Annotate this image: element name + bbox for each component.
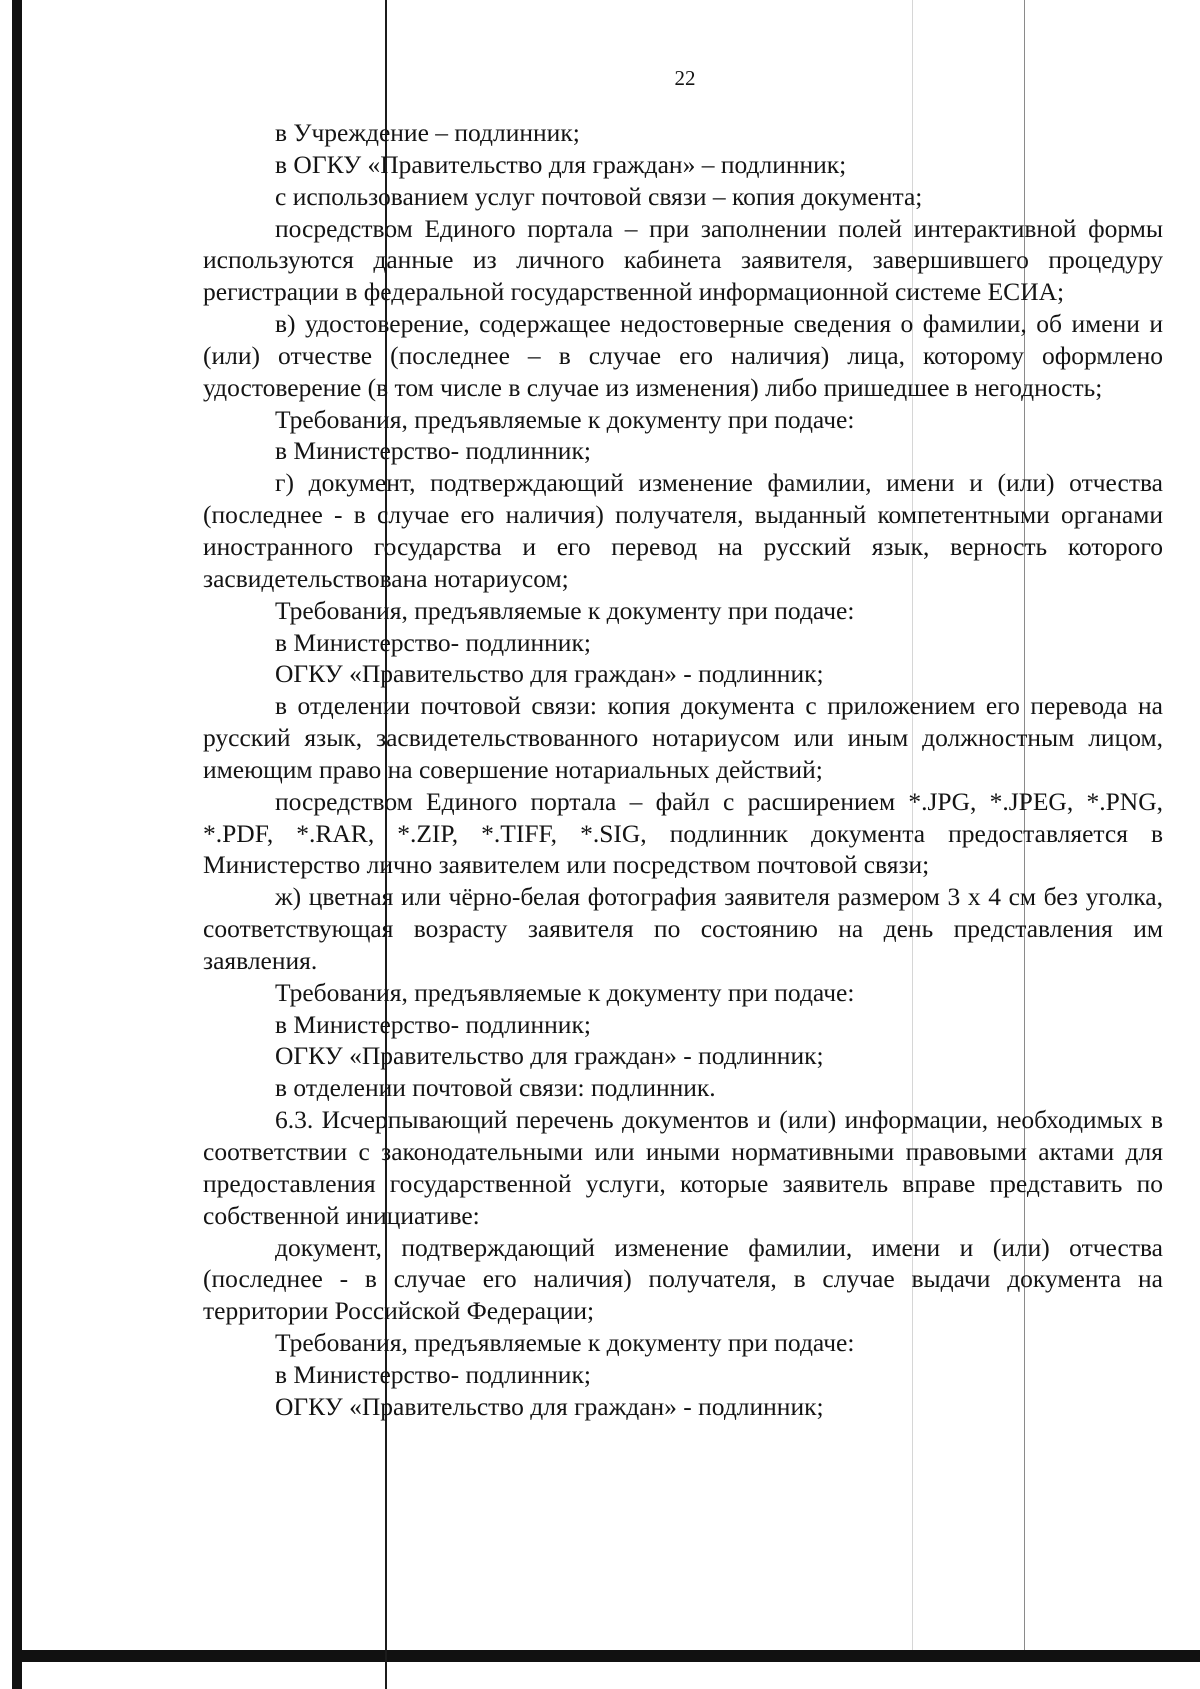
scan-edge-bottom <box>22 1650 1200 1662</box>
paragraph: в ОГКУ «Правительство для граждан» – подлинник; <box>275 149 847 179</box>
paragraph: в Министерство- подлинник; <box>275 436 591 466</box>
paragraph: в отделении почтовой связи: подлинник. <box>275 1073 716 1103</box>
paragraph: документ, подтверждающий изменение фамилии, имени и (или) отчества (последнее - в случае его наличия) получателя, в случае выдачи документа на территории Российской Федерации; <box>203 1232 1163 1326</box>
paragraph: Требования, предъявляемые к документу при подаче: <box>275 595 855 625</box>
scan-edge-left <box>12 0 22 1689</box>
paragraph: г) документ, подтверждающий изменение фамилии, имени и (или) отчества (последнее - в случае его наличия) получателя, выданный компетентными органами иностранного государства и его перевод на русский язык, верность которого засвидетельствована нотариусом; <box>203 468 1163 593</box>
paragraph: с использованием услуг почтовой связи – копия документа; <box>275 181 923 211</box>
paragraph: ОГКУ «Правительство для граждан» - подлинник; <box>275 659 824 689</box>
paragraph: в отделении почтовой связи: копия документа с приложением его перевода на русский язык, засвидетельствованного нотариусом или иным должностным лицом, имеющим право на совершение нотариальных действий; <box>203 691 1163 784</box>
paragraph: в Учреждение – подлинник; <box>275 118 580 147</box>
document-body <box>203 117 1163 1423</box>
paragraph: Требования, предъявляемые к документу при подаче: <box>275 1328 855 1358</box>
paragraph: 6.3. Исчерпывающий перечень документов и (или) информации, необходимых в соответствии с законодательными или иными нормативными правовыми актами для предоставления государственной услуги, которые заявитель вправе представить по собственной инициативе: <box>203 1105 1163 1230</box>
paragraph: в Министерство- подлинник; <box>275 1359 591 1389</box>
paragraph: посредством Единого портала – при заполнении полей интерактивной формы используются данные из личного кабинета заявителя, завершившего процедуру регистрации в федеральной государственной информационной системе ЕСИА; <box>203 213 1163 307</box>
paragraph: в Министерство- подлинник; <box>275 1009 591 1039</box>
paragraph: посредством Единого портала – файл с расширением *.JPG, *.JPEG, *.PNG, *.PDF, *.RAR, *.ZIP, *.TIFF, *.SIG, подлинник документа предоставляется в Министерство лично заявителем или посредством почтовой связи; <box>203 786 1163 880</box>
paragraph: в) удостоверение, содержащее недостоверные сведения о фамилии, об имени и (или) отчестве (последнее – в случае его наличия) лица, которому оформлено удостоверение (в том числе в случае из изменения) либо пришедшее в негодность; <box>203 309 1163 402</box>
paragraph: Требования, предъявляемые к документу при подаче: <box>275 977 855 1007</box>
paragraph: Требования, предъявляемые к документу при подаче: <box>275 404 855 434</box>
paragraph: ж) цветная или чёрно-белая фотография заявителя размером 3 х 4 см без уголка, соответствующая возрасту заявителя по состоянию на день представления им заявления. <box>203 882 1163 975</box>
page-number: 22 <box>674 66 696 90</box>
paragraph: ОГКУ «Правительство для граждан» - подлинник; <box>275 1391 824 1421</box>
paragraph: в Министерство- подлинник; <box>275 627 591 657</box>
paragraph: ОГКУ «Правительство для граждан» - подлинник; <box>275 1041 824 1071</box>
